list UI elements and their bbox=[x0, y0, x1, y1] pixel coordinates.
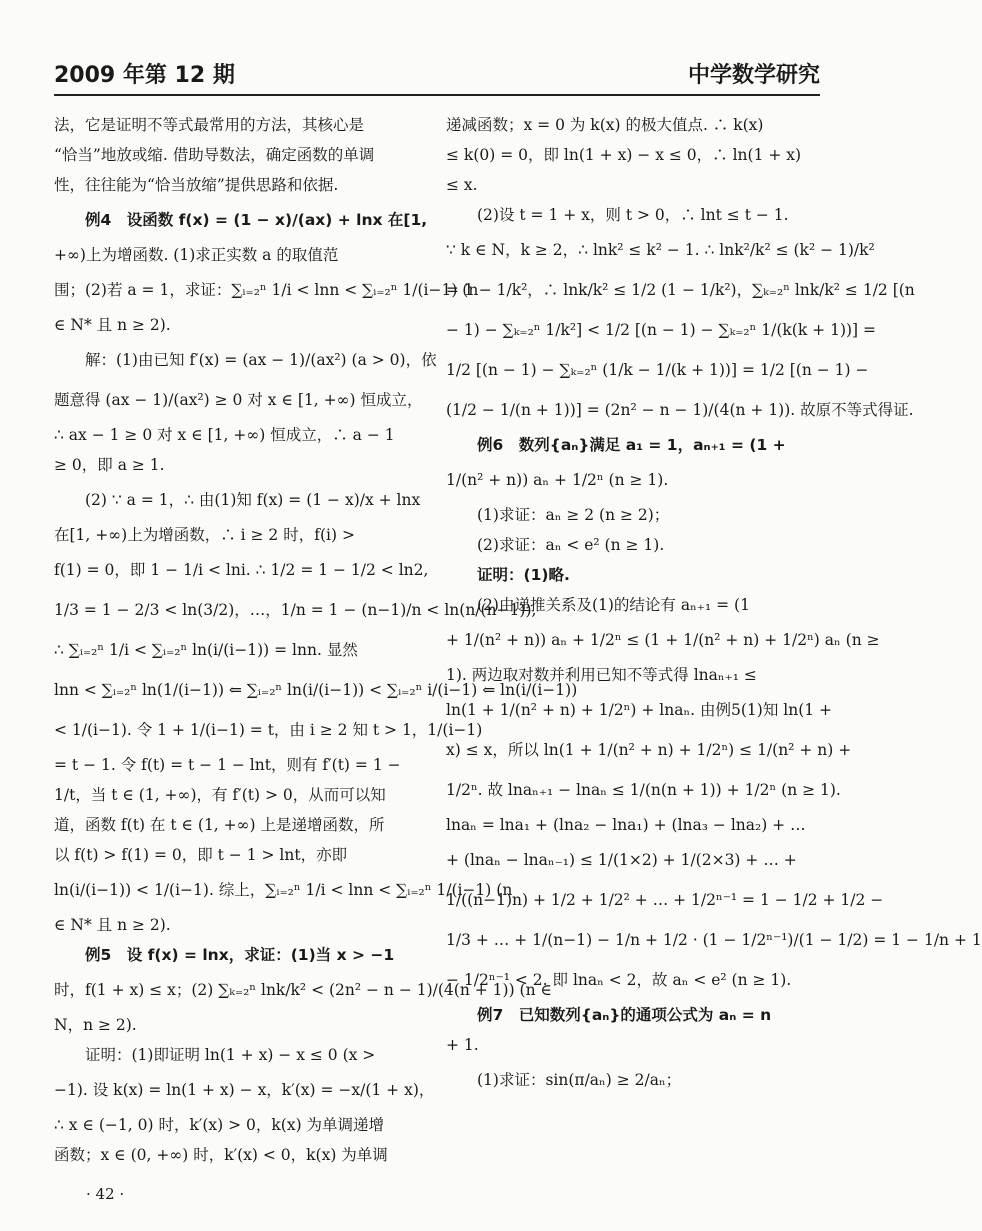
text-line: (1)求证：aₙ ≥ 2 (n ≥ 2)； bbox=[477, 506, 670, 524]
text-line: (2)求证：aₙ < e² (n ≥ 1). bbox=[477, 536, 665, 554]
formula-line: 1/((n−1)n) + 1/2 + 1/2² + … + 1/2ⁿ⁻¹ = 1 − 1/2 + 1/2 − bbox=[446, 891, 884, 909]
text-line: + 1. bbox=[446, 1036, 479, 1054]
text-line: 以 f(t) > f(1) = 0，即 t − 1 > lnt，亦即 bbox=[54, 846, 348, 864]
text-line: (2)设 t = 1 + x，则 t > 0，∴ lnt ≤ t − 1. bbox=[477, 206, 789, 224]
formula-line: 1/3 + … + 1/(n−1) − 1/n + 1/2 · (1 − 1/2ⁿ⁻¹)/(1 − 1/2) = 1 − 1/n + 1 bbox=[446, 931, 982, 949]
text-line: ∈ N* 且 n ≥ 2). bbox=[54, 316, 171, 334]
text-line: = t − 1. 令 f(t) = t − 1 − lnt，则有 f′(t) = 1 − bbox=[54, 756, 401, 774]
example-7-heading: 例7 已知数列{aₙ}的通项公式为 aₙ = n bbox=[477, 1006, 772, 1024]
text-line: “恰当”地放或缩. 借助导数法，确定函数的单调 bbox=[54, 146, 375, 164]
text-line: ≤ k(0) = 0，即 ln(1 + x) − x ≤ 0，∴ ln(1 + x) bbox=[446, 146, 802, 164]
header-rule bbox=[54, 94, 820, 96]
text-line: 法，它是证明不等式最常用的方法，其核心是 bbox=[54, 116, 365, 134]
text-line: 1/t，当 t ∈ (1, +∞)，有 f′(t) > 0，从而可以知 bbox=[54, 786, 386, 804]
formula-line: − 1) − ∑ₖ₌₂ⁿ 1/k²] < 1/2 [(n − 1) − ∑ₖ₌₂ⁿ 1/(k(k + 1))] = bbox=[446, 321, 876, 339]
example-6-heading: 例6 数列{aₙ}满足 a₁ = 1，aₙ₊₁ = (1 + bbox=[477, 436, 786, 454]
formula-line: f(1) = 0，即 1 − 1/i < lni. ∴ 1/2 = 1 − 1/2 < ln2, bbox=[54, 561, 429, 579]
text-line: +∞)上为增函数. (1)求正实数 a 的取值范 bbox=[54, 246, 339, 264]
formula-line: + (lnaₙ − lnaₙ₋₁) ≤ 1/(1×2) + 1/(2×3) + … + bbox=[446, 851, 797, 869]
text-line: 1). 两边取对数并利用已知不等式得 lnaₙ₊₁ ≤ bbox=[446, 666, 757, 684]
running-header bbox=[54, 58, 820, 88]
text-line: 在[1, +∞)上为增函数，∴ i ≥ 2 时，f(i) > bbox=[54, 526, 355, 544]
formula-line: 围；(2)若 a = 1，求证：∑ᵢ₌₂ⁿ 1/i < lnn < ∑ᵢ₌₂ⁿ 1/(i−1) (n bbox=[54, 281, 479, 299]
text-line: ≥ 0，即 a ≥ 1. bbox=[54, 456, 165, 474]
text-line: 道，函数 f(t) 在 t ∈ (1, +∞) 上是递增函数，所 bbox=[54, 816, 385, 834]
formula-line: −1). 设 k(x) = ln(1 + x) − x，k′(x) = −x/(1 + x)， bbox=[54, 1081, 435, 1099]
text-line: lnaₙ = lna₁ + (lna₂ − lna₁) + (lna₃ − lna₂) + … bbox=[446, 816, 806, 834]
formula-line: ln(i/(i−1)) < 1/(i−1). 综上，∑ᵢ₌₂ⁿ 1/i < lnn < ∑ᵢ₌₂ⁿ 1/(i−1) (n bbox=[54, 881, 513, 899]
text-line: 性，往往能为“恰当放缩”提供思路和依据. bbox=[54, 176, 339, 194]
right-column bbox=[446, 110, 982, 1100]
text-line: ∴ x ∈ (−1, 0) 时，k′(x) > 0，k(x) 为单调递增 bbox=[54, 1116, 385, 1134]
text-line: ∴ ax − 1 ≥ 0 对 x ∈ [1, +∞) 恒成立，∴ a − 1 bbox=[54, 426, 395, 444]
issue-label: 2009 年第 12 期 bbox=[54, 63, 235, 88]
formula-line: x) ≤ x，所以 ln(1 + 1/(n² + n) + 1/2ⁿ) ≤ 1/(n² + n) + bbox=[446, 741, 852, 759]
formula-line: − 1/2ⁿ⁻¹ < 2. 即 lnaₙ < 2，故 aₙ < e² (n ≥ 1). bbox=[446, 971, 792, 989]
formula-line: (1/2 − 1/(n + 1))] = (2n² − n − 1)/(4(n + 1)). 故原不等式得证. bbox=[446, 401, 914, 419]
text-line: 函数；x ∈ (0, +∞) 时，k′(x) < 0，k(x) 为单调 bbox=[54, 1146, 388, 1164]
text-line: ≤ x. bbox=[446, 176, 478, 194]
journal-title: 中学数学研究 bbox=[687, 63, 820, 88]
formula-line: (2) ∵ a = 1，∴ 由(1)知 f(x) = (1 − x)/x + lnx bbox=[85, 491, 421, 509]
formula-line: 1/2ⁿ. 故 lnaₙ₊₁ − lnaₙ ≤ 1/(n(n + 1)) + 1/2ⁿ (n ≥ 1). bbox=[446, 781, 841, 799]
formula-line: 1/(n² + n)) aₙ + 1/2ⁿ (n ≥ 1). bbox=[446, 471, 669, 489]
formula-line: ln(1 + 1/(n² + n) + 1/2ⁿ) + lnaₙ. 由例5(1)知 ln(1 + bbox=[446, 701, 833, 719]
formula-line: ∵ k ∈ N，k ≥ 2，∴ lnk² ≤ k² − 1. ∴ lnk²/k² ≤ (k² − 1)/k² bbox=[446, 241, 875, 259]
formula-line: 时，f(1 + x) ≤ x；(2) ∑ₖ₌₂ⁿ lnk/k² < (2n² − n − 1)/(4(n + 1)) (n ∈ bbox=[54, 981, 552, 999]
formula-line: (1)求证：sin(π/aₙ) ≥ 2/aₙ； bbox=[477, 1071, 682, 1089]
formula-line: = 1 − 1/k²，∴ lnk/k² ≤ 1/2 (1 − 1/k²)，∑ₖ₌₂ⁿ lnk/k² ≤ 1/2 [(n bbox=[446, 281, 915, 299]
example-5-heading: 例5 设 f(x) = lnx，求证：(1)当 x > −1 bbox=[85, 946, 395, 964]
formula-line: < 1/(i−1). 令 1 + 1/(i−1) = t，由 i ≥ 2 知 t > 1，1/(i−1) bbox=[54, 721, 483, 739]
formula-line: 1/2 [(n − 1) − ∑ₖ₌₂ⁿ (1/k − 1/(k + 1))] = 1/2 [(n − 1) − bbox=[446, 361, 869, 379]
solution-line: 解：(1)由已知 f′(x) = (ax − 1)/(ax²) (a > 0)，依 bbox=[85, 351, 437, 369]
text-line: 递减函数；x = 0 为 k(x) 的极大值点. ∴ k(x) bbox=[446, 116, 764, 134]
proof-line: 证明：(1)即证明 ln(1 + x) − x ≤ 0 (x > bbox=[85, 1046, 376, 1064]
formula-line: 1/3 = 1 − 2/3 < ln(3/2)，…，1/n = 1 − (n−1)/n < ln(n/(n−1)), bbox=[54, 601, 537, 619]
text-line: (2)由递推关系及(1)的结论有 aₙ₊₁ = (1 bbox=[477, 596, 750, 614]
text-line: N，n ≥ 2). bbox=[54, 1016, 137, 1034]
formula-line: ∴ ∑ᵢ₌₂ⁿ 1/i < ∑ᵢ₌₂ⁿ ln(i/(i−1)) = lnn. 显然 bbox=[54, 641, 358, 659]
formula-line: lnn < ∑ᵢ₌₂ⁿ ln(1/(i−1)) ⇐ ∑ᵢ₌₂ⁿ ln(i/(i−1)) < ∑ᵢ₌₂ⁿ i/(i−1) ⇐ ln(i/(i−1)) bbox=[54, 681, 578, 699]
formula-line: 题意得 (ax − 1)/(ax²) ≥ 0 对 x ∈ [1, +∞) 恒成立， bbox=[54, 391, 423, 409]
formula-line: + 1/(n² + n)) aₙ + 1/2ⁿ ≤ (1 + 1/(n² + n) + 1/2ⁿ) aₙ (n ≥ bbox=[446, 631, 880, 649]
example-4-heading: 例4 设函数 f(x) = (1 − x)/(ax) + lnx 在[1, bbox=[85, 211, 428, 229]
proof-heading: 证明：(1)略. bbox=[477, 566, 570, 584]
page-number: · 42 · bbox=[86, 1185, 125, 1203]
text-line: ∈ N* 且 n ≥ 2). bbox=[54, 916, 171, 934]
